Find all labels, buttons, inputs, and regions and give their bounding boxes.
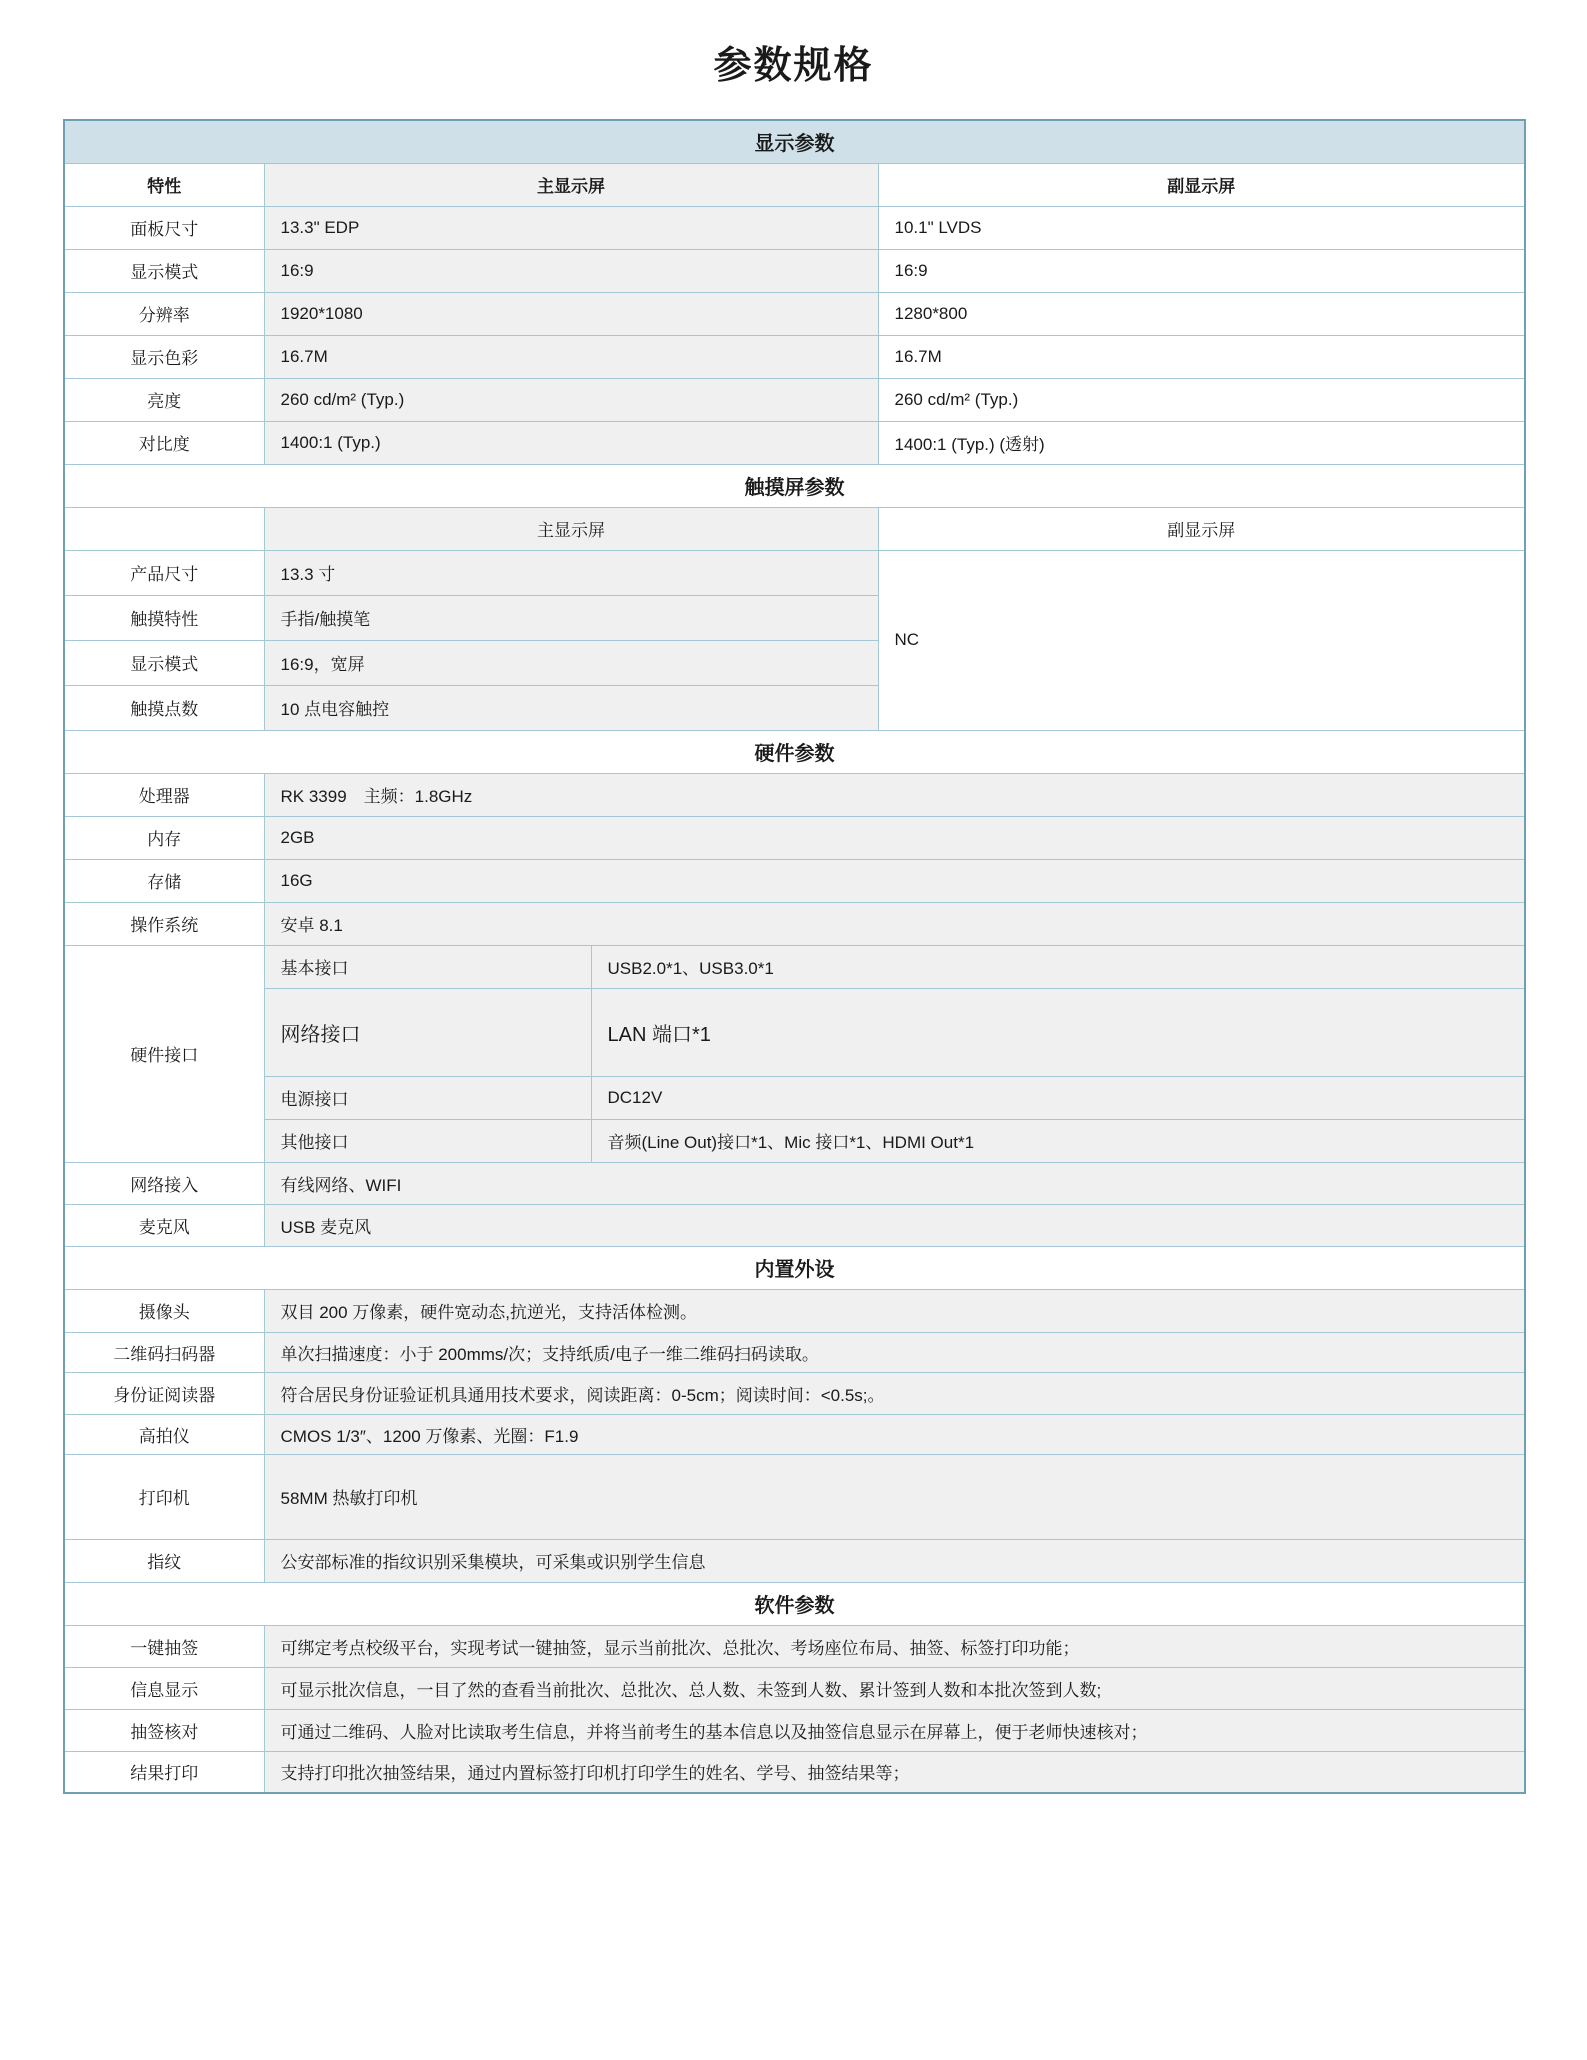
display-header-secondary: 副显示屏 bbox=[878, 163, 1525, 206]
row-value-main: 10 点电容触控 bbox=[264, 685, 878, 730]
row-label: 操作系统 bbox=[64, 902, 264, 945]
table-row bbox=[64, 988, 1525, 1076]
section-touch-header bbox=[64, 464, 1525, 507]
interface-value: 音频(Line Out)接口*1、Mic 接口*1、HDMI Out*1 bbox=[591, 1119, 1525, 1162]
row-label: 高拍仪 bbox=[64, 1414, 264, 1454]
table-row bbox=[64, 1751, 1525, 1793]
section-title-software: 软件参数 bbox=[64, 1582, 1525, 1625]
row-value: 可显示批次信息，一目了然的查看当前批次、总批次、总人数、未签到人数、累计签到人数和本批次签到人数; bbox=[264, 1667, 1525, 1709]
row-value: 公安部标准的指纹识别采集模块，可采集或识别学生信息 bbox=[264, 1539, 1525, 1582]
row-label: 二维码扫码器 bbox=[64, 1332, 264, 1372]
table-row bbox=[64, 945, 1525, 988]
touch-header-row bbox=[64, 507, 1525, 550]
row-value-secondary: 1280*800 bbox=[878, 292, 1525, 335]
table-row bbox=[64, 292, 1525, 335]
display-header-main: 主显示屏 bbox=[264, 163, 878, 206]
touch-header-main: 主显示屏 bbox=[264, 507, 878, 550]
table-row bbox=[64, 1119, 1525, 1162]
interface-value: DC12V bbox=[591, 1076, 1525, 1119]
row-value-secondary: 260 cd/m² (Typ.) bbox=[878, 378, 1525, 421]
row-label: 一键抽签 bbox=[64, 1625, 264, 1667]
row-value: 安卓 8.1 bbox=[264, 902, 1525, 945]
table-row bbox=[64, 902, 1525, 945]
row-value-secondary: 16.7M bbox=[878, 335, 1525, 378]
section-software-header bbox=[64, 1582, 1525, 1625]
row-label: 结果打印 bbox=[64, 1751, 264, 1793]
row-value-main: 16:9，宽屏 bbox=[264, 640, 878, 685]
table-row bbox=[64, 1414, 1525, 1454]
row-label: 显示模式 bbox=[64, 249, 264, 292]
row-value: 16G bbox=[264, 859, 1525, 902]
row-label: 信息显示 bbox=[64, 1667, 264, 1709]
row-value-main: 手指/触摸笔 bbox=[264, 595, 878, 640]
table-row bbox=[64, 421, 1525, 464]
table-row bbox=[64, 1709, 1525, 1751]
row-value: 58MM 热敏打印机 bbox=[264, 1454, 1525, 1539]
page-title: 参数规格 bbox=[713, 45, 874, 87]
row-label: 触摸点数 bbox=[64, 685, 264, 730]
interface-name: 基本接口 bbox=[264, 945, 591, 988]
table-row bbox=[64, 1076, 1525, 1119]
interface-name: 电源接口 bbox=[264, 1076, 591, 1119]
row-value-secondary: 1400:1 (Typ.) (透射) bbox=[878, 421, 1525, 464]
table-row bbox=[64, 550, 1525, 595]
row-value: 有线网络、WIFI bbox=[264, 1162, 1525, 1204]
row-value: 可通过二维码、人脸对比读取考生信息，并将当前考生的基本信息以及抽签信息显示在屏幕上，便于老师快速核对； bbox=[264, 1709, 1525, 1751]
table-row bbox=[64, 859, 1525, 902]
table-row bbox=[64, 335, 1525, 378]
section-title-hardware: 硬件参数 bbox=[64, 730, 1525, 773]
row-label: 产品尺寸 bbox=[64, 550, 264, 595]
row-label: 触摸特性 bbox=[64, 595, 264, 640]
row-value: CMOS 1/3″、1200 万像素、光圈：F1.9 bbox=[264, 1414, 1525, 1454]
row-label: 显示色彩 bbox=[64, 335, 264, 378]
row-value: RK 3399 主频：1.8GHz bbox=[264, 773, 1525, 816]
touch-header-empty-cell bbox=[64, 507, 264, 550]
table-row bbox=[64, 1539, 1525, 1582]
section-display-header bbox=[64, 120, 1525, 163]
row-value: USB 麦克风 bbox=[264, 1204, 1525, 1246]
table-row bbox=[64, 773, 1525, 816]
section-title-display: 显示参数 bbox=[64, 120, 1525, 163]
table-row bbox=[64, 378, 1525, 421]
row-value: 可绑定考点校级平台，实现考试一键抽签，显示当前批次、总批次、考场座位布局、抽签、标签打印功能； bbox=[264, 1625, 1525, 1667]
row-value-main: 1920*1080 bbox=[264, 292, 878, 335]
row-value: 支持打印批次抽签结果，通过内置标签打印机打印学生的姓名、学号、抽签结果等； bbox=[264, 1751, 1525, 1793]
table-row bbox=[64, 1625, 1525, 1667]
row-label: 网络接入 bbox=[64, 1162, 264, 1204]
table-row bbox=[64, 1289, 1525, 1332]
table-row bbox=[64, 1162, 1525, 1204]
row-label: 显示模式 bbox=[64, 640, 264, 685]
touch-header-secondary: 副显示屏 bbox=[878, 507, 1525, 550]
row-value: 双目 200 万像素，硬件宽动态,抗逆光，支持活体检测。 bbox=[264, 1289, 1525, 1332]
row-value-main: 16:9 bbox=[264, 249, 878, 292]
row-value-main: 13.3 寸 bbox=[264, 550, 878, 595]
row-value: 符合居民身份证验证机具通用技术要求，阅读距离：0-5cm；阅读时间：<0.5s;。 bbox=[264, 1372, 1525, 1414]
display-header-feature: 特性 bbox=[64, 163, 264, 206]
section-title-peripherals: 内置外设 bbox=[64, 1246, 1525, 1289]
row-label: 内存 bbox=[64, 816, 264, 859]
row-label: 打印机 bbox=[64, 1454, 264, 1539]
table-row bbox=[64, 206, 1525, 249]
row-value-secondary: 16:9 bbox=[878, 249, 1525, 292]
row-value-main: 16.7M bbox=[264, 335, 878, 378]
row-label: 面板尺寸 bbox=[64, 206, 264, 249]
row-value-main: 1400:1 (Typ.) bbox=[264, 421, 878, 464]
row-value-secondary: 10.1" LVDS bbox=[878, 206, 1525, 249]
row-label: 亮度 bbox=[64, 378, 264, 421]
interface-name: 网络接口 bbox=[264, 988, 591, 1076]
section-hardware-header bbox=[64, 730, 1525, 773]
interface-value: LAN 端口*1 bbox=[591, 988, 1525, 1076]
table-row bbox=[64, 1667, 1525, 1709]
interface-name: 其他接口 bbox=[264, 1119, 591, 1162]
row-label: 摄像头 bbox=[64, 1289, 264, 1332]
row-value-main: 13.3" EDP bbox=[264, 206, 878, 249]
row-value: 单次扫描速度：小于 200mms/次；支持纸质/电子一维二维码扫码读取。 bbox=[264, 1332, 1525, 1372]
row-label: 麦克风 bbox=[64, 1204, 264, 1246]
row-label: 指纹 bbox=[64, 1539, 264, 1582]
touch-secondary-merged-cell: NC bbox=[878, 550, 1525, 730]
display-header-row bbox=[64, 163, 1525, 206]
row-label: 分辨率 bbox=[64, 292, 264, 335]
table-row bbox=[64, 816, 1525, 859]
spec-table bbox=[63, 119, 1526, 1794]
row-label: 处理器 bbox=[64, 773, 264, 816]
table-row bbox=[64, 1454, 1525, 1539]
table-row bbox=[64, 1372, 1525, 1414]
section-title-touch: 触摸屏参数 bbox=[64, 464, 1525, 507]
interface-value: USB2.0*1、USB3.0*1 bbox=[591, 945, 1525, 988]
hardware-interfaces-label: 硬件接口 bbox=[64, 945, 264, 1162]
row-value-main: 260 cd/m² (Typ.) bbox=[264, 378, 878, 421]
row-label: 抽签核对 bbox=[64, 1709, 264, 1751]
table-row bbox=[64, 1332, 1525, 1372]
table-row bbox=[64, 1204, 1525, 1246]
row-label: 身份证阅读器 bbox=[64, 1372, 264, 1414]
section-peripherals-header bbox=[64, 1246, 1525, 1289]
row-label: 存储 bbox=[64, 859, 264, 902]
row-label: 对比度 bbox=[64, 421, 264, 464]
row-value: 2GB bbox=[264, 816, 1525, 859]
table-row bbox=[64, 249, 1525, 292]
